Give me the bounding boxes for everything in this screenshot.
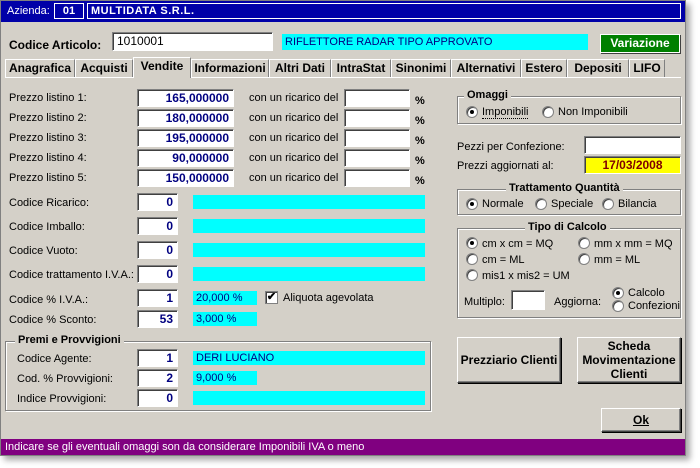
calcolo-mm-mm-mq-label: mm x mm = MQ bbox=[594, 238, 673, 250]
listino-label: Prezzo listino 1: bbox=[9, 92, 87, 104]
indice-provvigioni-desc bbox=[193, 391, 425, 405]
aggiorna-label: Aggiorna: bbox=[554, 296, 602, 308]
listino-price-input[interactable]: 195,000000 bbox=[137, 129, 234, 147]
omaggi-imponibili-radio[interactable] bbox=[466, 106, 478, 118]
codice-sconto-label: Codice % Sconto: bbox=[9, 314, 97, 326]
tab-lifo[interactable]: LIFO bbox=[629, 59, 665, 77]
omaggi-non-imponibili-label: Non Imponibili bbox=[558, 106, 628, 118]
aggiorna-calcolo-radio[interactable] bbox=[612, 287, 624, 299]
codice-sconto-input[interactable]: 53 bbox=[137, 310, 178, 328]
trattamento-bilancia-radio[interactable] bbox=[602, 198, 614, 210]
ricarico-label: con un ricarico del bbox=[249, 112, 339, 124]
codice-imballo-label: Codice Imballo: bbox=[9, 221, 85, 233]
prezzi-aggiornati-date: 17/03/2008 bbox=[584, 156, 681, 174]
listino-label: Prezzo listino 2: bbox=[9, 112, 87, 124]
tab-divider bbox=[5, 77, 681, 78]
calcolo-cm-ml-label: cm = ML bbox=[482, 254, 525, 266]
azienda-code: 01 bbox=[54, 3, 84, 19]
codice-imballo-desc bbox=[193, 219, 425, 233]
provvigioni-desc: 9,000 % bbox=[193, 371, 257, 385]
codice-vuoto-input[interactable]: 0 bbox=[137, 241, 178, 259]
tab-estero[interactable]: Estero bbox=[521, 59, 567, 77]
codice-agente-label: Codice Agente: bbox=[17, 353, 92, 365]
listino-price-input[interactable]: 180,000000 bbox=[137, 109, 234, 127]
codice-vuoto-desc bbox=[193, 243, 425, 257]
trattamento-bilancia-label: Bilancia bbox=[618, 198, 657, 210]
tab-altri-dati[interactable]: Altri Dati bbox=[269, 59, 331, 77]
codice-iva-desc: 20,000 % bbox=[193, 291, 257, 305]
calcolo-mm-ml-radio[interactable] bbox=[578, 253, 590, 265]
azienda-label: Azienda: bbox=[7, 5, 50, 17]
percent-sign: % bbox=[415, 175, 425, 187]
prezzi-aggiornati-label: Prezzi aggiornati al: bbox=[457, 160, 554, 172]
aliquota-agevolata-checkbox[interactable] bbox=[265, 291, 278, 304]
listino-price-input[interactable]: 165,000000 bbox=[137, 89, 234, 107]
aggiorna-confezioni-radio[interactable] bbox=[612, 300, 624, 312]
tab-alternativi[interactable]: Alternativi bbox=[451, 59, 521, 77]
omaggi-title: Omaggi bbox=[464, 89, 511, 101]
percent-sign: % bbox=[415, 155, 425, 167]
codice-ricarico-desc bbox=[193, 195, 425, 209]
calcolo-mis1-mis2-um-radio[interactable] bbox=[466, 269, 478, 281]
status-bar: Indicare se gli eventuali omaggi son da considerare Imponibili IVA o meno bbox=[1, 439, 685, 455]
codice-agente-desc: DERI LUCIANO bbox=[193, 351, 425, 365]
calcolo-mm-ml-label: mm = ML bbox=[594, 254, 641, 266]
percent-sign: % bbox=[415, 135, 425, 147]
ricarico-label: con un ricarico del bbox=[249, 152, 339, 164]
ricarico-input[interactable] bbox=[344, 89, 410, 107]
pezzi-confezione-input[interactable] bbox=[584, 136, 681, 154]
codice-agente-input[interactable]: 1 bbox=[137, 349, 178, 367]
calcolo-mm-mm-mq-radio[interactable] bbox=[578, 237, 590, 249]
codice-trattamento-iva-desc bbox=[193, 267, 425, 281]
ricarico-input[interactable] bbox=[344, 149, 410, 167]
azienda-name: MULTIDATA S.R.L. bbox=[87, 3, 681, 19]
provvigioni-input[interactable]: 2 bbox=[137, 369, 178, 387]
codice-iva-label: Codice % I.V.A.: bbox=[9, 294, 89, 306]
calcolo-mis1-mis2-um-label: mis1 x mis2 = UM bbox=[482, 270, 570, 282]
multiplo-label: Multiplo: bbox=[464, 296, 505, 308]
multiplo-input[interactable] bbox=[511, 290, 545, 310]
aggiorna-calcolo-label: Calcolo bbox=[628, 287, 665, 299]
codice-iva-input[interactable]: 1 bbox=[137, 289, 178, 307]
tab-strip bbox=[5, 57, 681, 77]
scheda-movimentazione-button[interactable]: Scheda Movimentazione Clienti bbox=[577, 337, 681, 383]
percent-sign: % bbox=[415, 115, 425, 127]
tab-anagrafica[interactable]: Anagrafica bbox=[5, 59, 75, 77]
tab-informazioni[interactable]: Informazioni bbox=[191, 59, 269, 77]
listino-label: Prezzo listino 4: bbox=[9, 152, 87, 164]
calcolo-cm-ml-radio[interactable] bbox=[466, 253, 478, 265]
tab-depositi[interactable]: Depositi bbox=[567, 59, 629, 77]
listino-price-input[interactable]: 150,000000 bbox=[137, 169, 234, 187]
tab-sinonimi[interactable]: Sinonimi bbox=[391, 59, 451, 77]
article-description: RIFLETTORE RADAR TIPO APPROVATO bbox=[282, 34, 588, 50]
checkmark-icon: ✔ bbox=[266, 291, 277, 303]
codice-trattamento-iva-label: Codice trattamento I.V.A.: bbox=[9, 269, 134, 281]
omaggi-non-imponibili-radio[interactable] bbox=[542, 106, 554, 118]
provvigioni-label: Cod. % Provvigioni: bbox=[17, 373, 113, 385]
trattamento-speciale-label: Speciale bbox=[551, 198, 594, 210]
trattamento-normale-radio[interactable] bbox=[466, 198, 478, 210]
ricarico-label: con un ricarico del bbox=[249, 92, 339, 104]
aggiorna-confezioni-label: Confezioni bbox=[628, 300, 680, 312]
omaggi-imponibili-label: Imponibili bbox=[482, 106, 529, 118]
codice-articolo-input[interactable]: 1010001 bbox=[112, 32, 273, 51]
trattamento-speciale-radio[interactable] bbox=[535, 198, 547, 210]
listino-label: Prezzo listino 5: bbox=[9, 172, 87, 184]
percent-sign: % bbox=[415, 95, 425, 107]
tab-intrastat[interactable]: IntraStat bbox=[331, 59, 391, 77]
tab-acquisti[interactable]: Acquisti bbox=[75, 59, 133, 77]
premi-provvigioni-title: Premi e Provvigioni bbox=[15, 334, 124, 346]
calcolo-cm-cm-mq-label: cm x cm = MQ bbox=[482, 238, 554, 250]
prezziario-clienti-button[interactable]: Prezziario Clienti bbox=[457, 337, 561, 383]
company-bar bbox=[1, 1, 685, 22]
ricarico-label: con un ricarico del bbox=[249, 132, 339, 144]
ricarico-input[interactable] bbox=[344, 169, 410, 187]
tipo-calcolo-title: Tipo di Calcolo bbox=[525, 221, 610, 233]
ricarico-input[interactable] bbox=[344, 129, 410, 147]
calcolo-cm-cm-mq-radio[interactable] bbox=[466, 237, 478, 249]
codice-vuoto-label: Codice Vuoto: bbox=[9, 245, 78, 257]
variazione-button[interactable]: Variazione bbox=[600, 34, 680, 53]
trattamento-normale-label: Normale bbox=[482, 198, 524, 210]
trattamento-quantita-title: Trattamento Quantità bbox=[506, 182, 623, 194]
codice-sconto-desc: 3,000 % bbox=[193, 312, 257, 326]
codice-articolo-label: Codice Articolo: bbox=[9, 38, 102, 52]
ok-button[interactable]: Ok bbox=[601, 408, 681, 432]
codice-trattamento-iva-input[interactable]: 0 bbox=[137, 265, 178, 283]
codice-ricarico-input[interactable]: 0 bbox=[137, 193, 178, 211]
indice-provvigioni-input[interactable]: 0 bbox=[137, 389, 178, 407]
aliquota-agevolata-label: Aliquota agevolata bbox=[283, 292, 374, 304]
ricarico-input[interactable] bbox=[344, 109, 410, 127]
indice-provvigioni-label: Indice Provvigioni: bbox=[17, 393, 107, 405]
codice-imballo-input[interactable]: 0 bbox=[137, 217, 178, 235]
ricarico-label: con un ricarico del bbox=[249, 172, 339, 184]
tab-vendite[interactable]: Vendite bbox=[133, 57, 191, 78]
listino-label: Prezzo listino 3: bbox=[9, 132, 87, 144]
codice-ricarico-label: Codice Ricarico: bbox=[9, 197, 90, 209]
pezzi-confezione-label: Pezzi per Confezione: bbox=[457, 141, 565, 153]
listino-price-input[interactable]: 90,000000 bbox=[137, 149, 234, 167]
